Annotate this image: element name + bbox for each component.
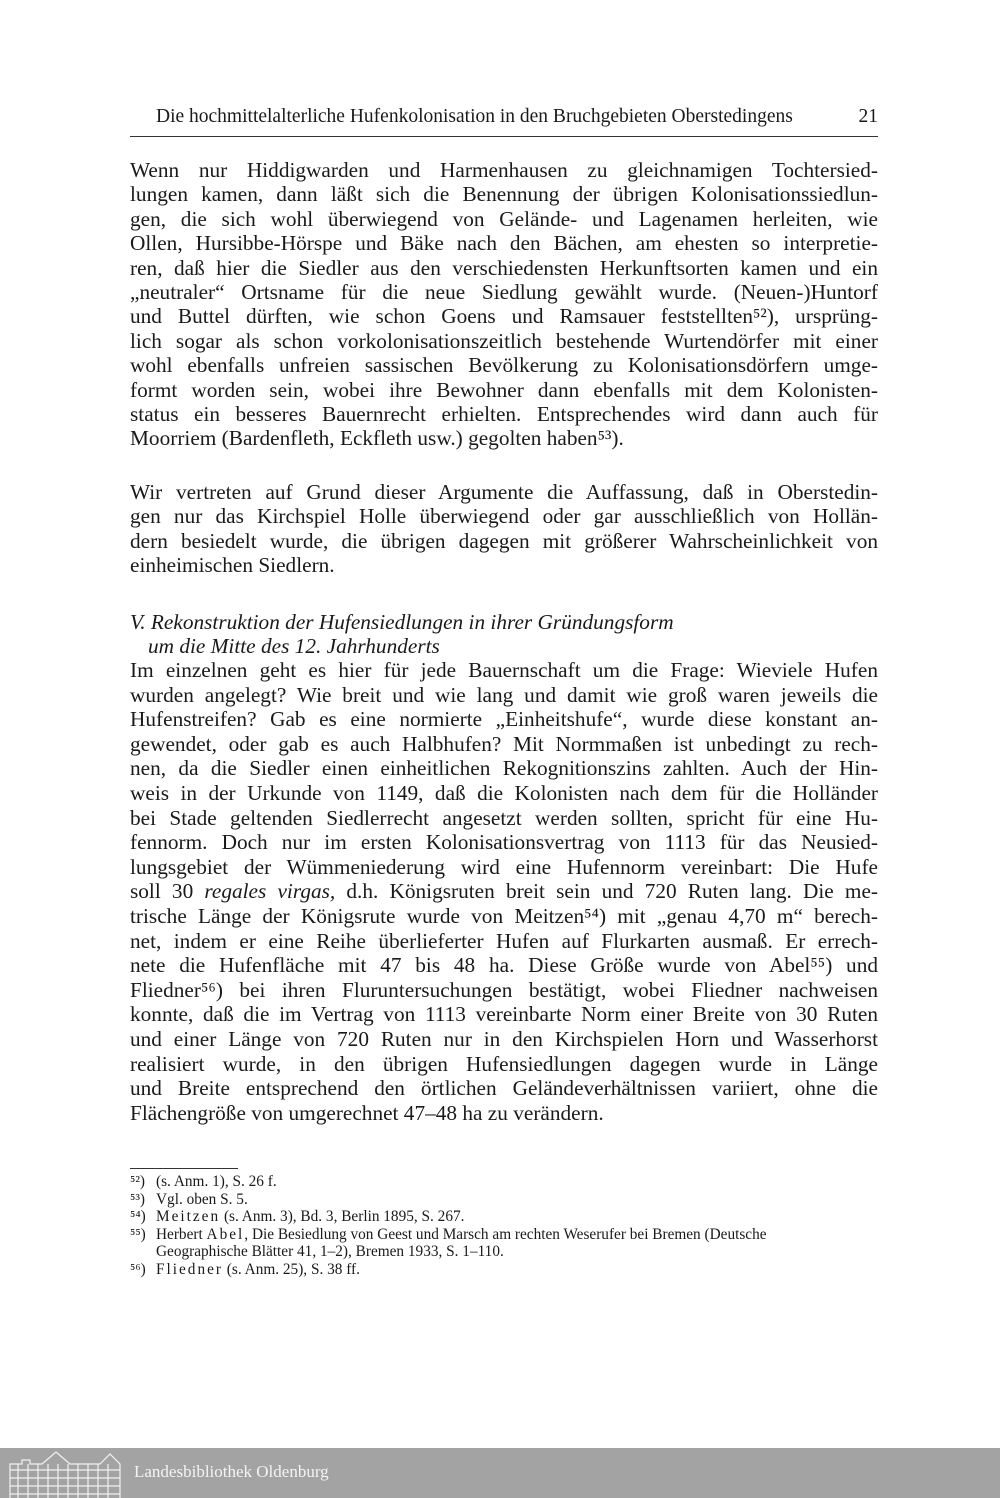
text-segment: soll 30	[130, 879, 205, 904]
footnote-line	[156, 1208, 878, 1226]
text-line	[130, 304, 878, 328]
footnote	[130, 1208, 878, 1226]
text-segment: gewendet, oder gab es auch Halbhufen? Mit Normmaßen ist unbedingt zu rech-	[130, 731, 878, 756]
footnote-text	[156, 1261, 878, 1279]
library-name: Landesbibliothek Oldenburg	[134, 1462, 329, 1481]
text-line	[130, 480, 878, 504]
text-line	[130, 158, 878, 182]
text-segment: Moorriem (Bardenfleth, Eckfleth usw.) gegolten haben⁵³).	[130, 426, 624, 451]
footnote-text	[156, 1226, 878, 1261]
footnote-number: ⁵⁵)	[130, 1225, 146, 1243]
text-line	[130, 879, 878, 904]
paragraph-3	[130, 658, 878, 1125]
footnote-text	[156, 1191, 878, 1209]
footnote	[130, 1173, 878, 1191]
text-segment: lich sogar als schon vorkolonisationszeitlich bestehende Wurtendörfer mit einer	[130, 328, 878, 353]
text-segment: einheimischen Siedlern.	[130, 553, 335, 578]
text-line	[130, 280, 878, 304]
footer-bar	[0, 1448, 1000, 1498]
text-segment: d.h. Königsruten breit sein und 720 Ruten lang. Die me-	[335, 879, 878, 904]
text-segment: wohl ebenfalls unfreien sassischen Bevölkerung zu Kolonisationsdörfern umge-	[130, 353, 878, 378]
running-header	[156, 106, 878, 128]
paragraph-1	[130, 158, 878, 451]
text-line	[130, 402, 878, 426]
text-segment: Geographische Blätter 41, 1–2), Bremen 1933, S. 1–110.	[156, 1243, 504, 1260]
text-segment: gen nur das Kirchspiel Holle überwiegend oder gar ausschließlich von Hollän-	[130, 504, 878, 529]
footnote-number: ⁵³)	[130, 1190, 146, 1208]
text-segment: Herbert	[156, 1225, 207, 1243]
footnote-text	[156, 1208, 878, 1226]
footnote-line	[156, 1261, 878, 1279]
text-segment: Ollen, Hursibbe-Hörspe und Bäke nach den Bächen, am ehesten so interpretie-	[130, 231, 878, 256]
text-line	[130, 732, 878, 757]
text-segment: (s. Anm. 1), S. 26 f.	[156, 1173, 277, 1190]
text-segment: „neutraler“ Ortsname für die neue Siedlung gewählt wurde. (Neuen-)Huntorf	[130, 279, 878, 304]
text-line	[130, 904, 878, 929]
text-line	[130, 634, 878, 658]
footnote-number: ⁵²)	[130, 1173, 146, 1190]
footnote-line	[156, 1243, 878, 1261]
text-segment: wurden angelegt? Wie breit und wie lang und damit wie groß waren jeweils die	[130, 682, 878, 707]
text-segment: trische Länge der Königsrute wurde von Meitzen⁵⁴) mit „genau 4,70 m“ berech-	[130, 903, 878, 928]
footnote-text	[156, 1173, 878, 1191]
text-segment: Fliedner	[156, 1260, 223, 1278]
text-segment: , Die Besiedlung von Geest und Marsch am rechten Weserufer bei Bremen (Deutsche	[244, 1225, 767, 1243]
text-segment: status ein besseres Bauernrecht erhielten. Entsprechendes wird dann auch für	[130, 401, 878, 426]
text-line	[130, 504, 878, 528]
text-line	[130, 426, 878, 450]
text-segment: konnte, daß die im Vertrag von 1113 vereinbarte Norm einer Breite von 30 Ruten	[130, 1002, 878, 1027]
text-segment: Wir vertreten auf Grund dieser Argumente die Auffassung, daß in Oberstedin-	[130, 480, 878, 504]
text-segment: weis in der Urkunde von 1149, daß die Kolonisten nach dem für die Holländer	[130, 780, 878, 805]
footnote-rule	[130, 1168, 238, 1169]
text-segment: und Breite entsprechend den örtlichen Geländeverhältnissen variiert, ohne die	[130, 1076, 878, 1101]
footnote-number: ⁵⁶)	[130, 1260, 146, 1278]
text-line	[130, 658, 878, 683]
text-line	[130, 953, 878, 978]
text-segment: nen, da die Siedler einen einheitlichen Rekognitionszins zahlten. Auch der Hin-	[130, 756, 878, 781]
text-segment: formt worden sein, wobei ihre Bewohner dann ebenfalls mit dem Kolonisten-	[130, 377, 878, 402]
header-rule	[130, 136, 878, 137]
text-line	[130, 1052, 878, 1077]
text-segment: lungen kamen, dann läßt sich die Benennung der übrigen Kolonisationssiedlun-	[130, 182, 878, 207]
text-segment: und Buttel dürften, wie schon Goens und Ramsauer feststellten⁵²), ursprüng-	[130, 304, 878, 329]
text-line	[130, 1101, 878, 1126]
text-segment: (s. Anm. 3), Bd. 3, Berlin 1895, S. 267.	[220, 1208, 465, 1225]
paragraph-2	[130, 480, 878, 578]
text-segment: gen, die sich wohl überwiegend von Gelände- und Lagenamen herleiten, wie	[130, 206, 878, 231]
text-line	[130, 756, 878, 781]
text-segment: Meitzen	[156, 1208, 221, 1225]
text-segment: nete die Hufenfläche mit 47 bis 48 ha. Diese Größe wurde von Abel⁵⁵) und	[130, 953, 878, 978]
text-line	[130, 207, 878, 231]
footnotes	[130, 1173, 878, 1278]
running-header-title: Die hochmittelalterliche Hufenkolonisation in den Bruchgebieten Oberstedingens	[156, 106, 793, 127]
text-line	[130, 610, 878, 634]
text-segment: bei Stade geltenden Siedlerrecht angesetzt werden sollten, spricht für eine Hu-	[130, 805, 878, 830]
text-segment: dern besiedelt wurde, die übrigen dagegen mit größerer Wahrscheinlichkeit von	[130, 528, 878, 553]
text-line	[130, 781, 878, 806]
footnote-number: ⁵⁴)	[130, 1208, 146, 1225]
text-line	[130, 329, 878, 353]
page-number: 21	[858, 106, 878, 127]
text-segment: Wenn nur Hiddigwarden und Harmenhausen zu gleichnamigen Tochtersied-	[130, 158, 878, 182]
text-line	[130, 855, 878, 880]
text-line	[130, 353, 878, 377]
text-segment: und einer Länge von 720 Ruten nur in den Kirchspielen Horn und Wasserhorst	[130, 1026, 878, 1051]
text-segment: Vgl. oben S. 5.	[156, 1190, 248, 1208]
text-segment: Abel	[206, 1225, 245, 1243]
text-line	[130, 806, 878, 831]
text-line	[130, 707, 878, 732]
text-segment: realisiert wurde, in den übrigen Hufensiedlungen dagegen wurde in Länge	[130, 1051, 878, 1076]
text-line	[130, 182, 878, 206]
footnote-line	[156, 1226, 878, 1244]
text-segment: Hufenstreifen? Gab es eine normierte „Einheitshufe“, wurde diese konstant an-	[130, 707, 878, 732]
text-segment: Im einzelnen geht es hier für jede Bauernschaft um die Frage: Wieviele Hufen	[130, 658, 878, 682]
library-building-icon	[8, 1450, 124, 1498]
text-line	[130, 929, 878, 954]
section-heading	[130, 610, 878, 659]
text-line	[130, 683, 878, 708]
text-segment: (s. Anm. 25), S. 38 ff.	[222, 1260, 360, 1278]
italic-text: regales virgas,	[204, 879, 336, 904]
footnote	[130, 1226, 878, 1261]
italic-text: V. Rekonstruktion der Hufensiedlungen in ihrer Gründungsform	[130, 610, 674, 634]
text-line	[130, 978, 878, 1003]
footnote-line	[156, 1191, 878, 1209]
text-line	[130, 1027, 878, 1052]
text-line	[130, 830, 878, 855]
text-segment: ren, daß hier die Siedler aus den verschiedensten Herkunftsorten kamen und ein	[130, 255, 878, 280]
text-line	[130, 256, 878, 280]
text-segment: lungsgebiet der Wümmeniederung wird eine Hufennorm vereinbart: Die Hufe	[130, 854, 878, 879]
text-segment: Fliedner⁵⁶) bei ihren Fluruntersuchungen bestätigt, wobei Fliedner nachweisen	[130, 977, 878, 1002]
text-segment: net, indem er eine Reihe überlieferter Hufen auf Flurkarten ausmaß. Er errech-	[130, 928, 878, 953]
text-segment: fennorm. Doch nur im ersten Kolonisationsvertrag von 1113 für das Neusied-	[130, 830, 878, 855]
footnote-line	[156, 1173, 878, 1191]
text-line	[130, 1076, 878, 1101]
text-line	[130, 553, 878, 577]
footnote	[130, 1191, 878, 1209]
text-line	[130, 529, 878, 553]
text-segment: Flächengröße von umgerechnet 47–48 ha zu verändern.	[130, 1100, 604, 1125]
text-line	[130, 231, 878, 255]
text-line	[130, 378, 878, 402]
text-line	[130, 1002, 878, 1027]
italic-text: um die Mitte des 12. Jahrhunderts	[148, 634, 440, 659]
footnote	[130, 1261, 878, 1279]
